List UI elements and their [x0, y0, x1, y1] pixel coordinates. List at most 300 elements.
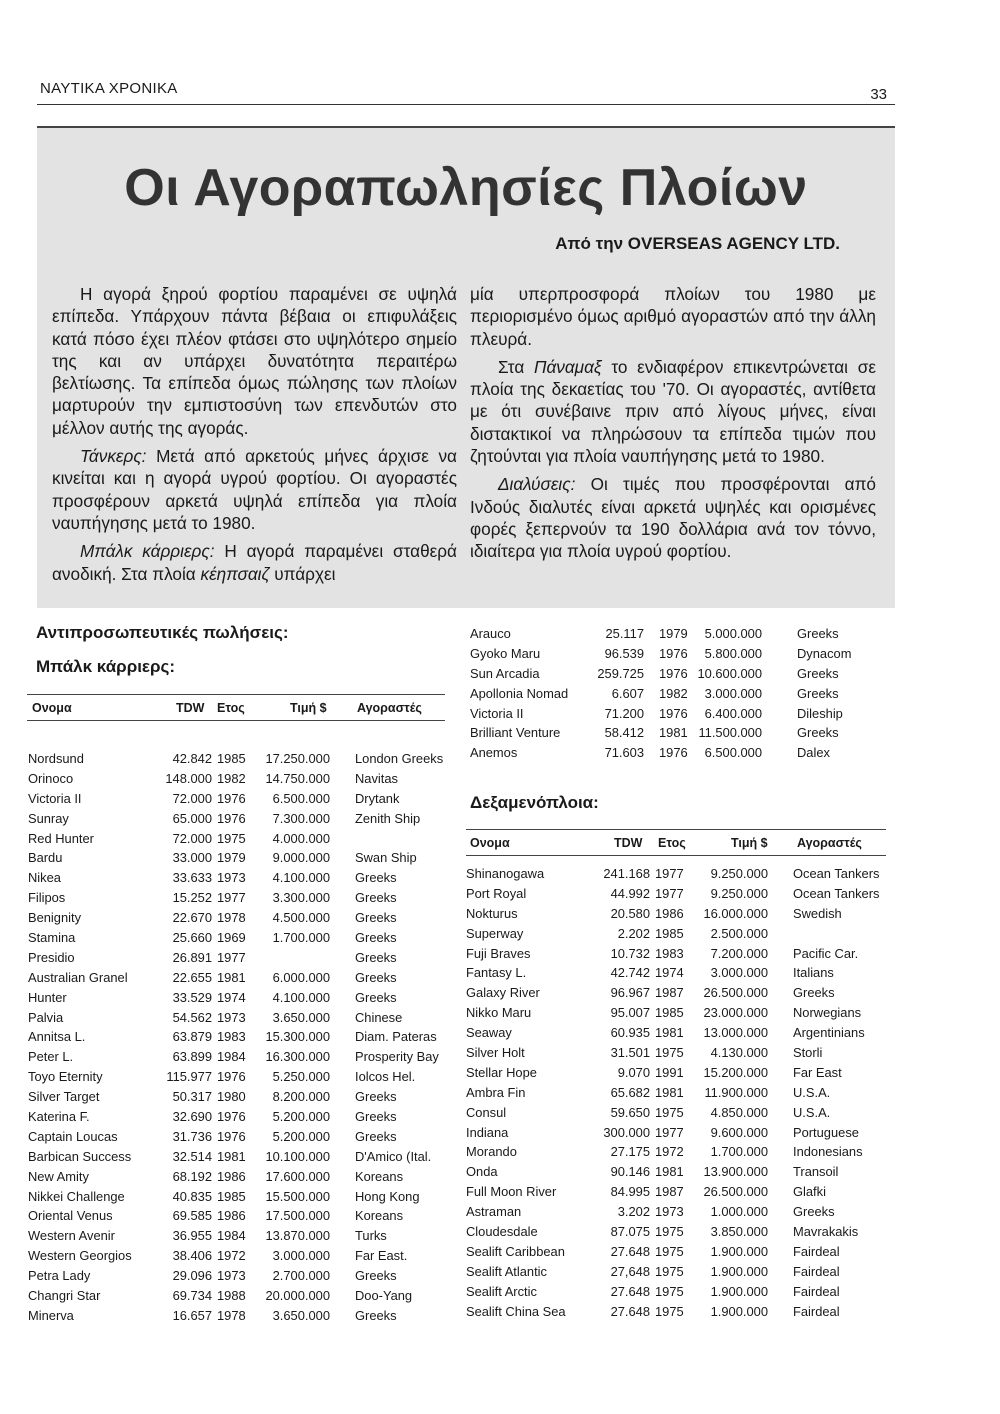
buyer: Navitas [355, 770, 398, 786]
tdw: 71.603 [604, 745, 644, 761]
price: 3.300.000 [272, 890, 330, 906]
tdw: 54.562 [172, 1009, 212, 1025]
year: 1974 [655, 965, 684, 981]
price: 13.900.000 [703, 1164, 768, 1180]
buyer: Fairdeal [793, 1263, 840, 1279]
ship-name: Port Royal [466, 885, 527, 901]
table-row [466, 1204, 896, 1224]
buyer: Indonesians [793, 1144, 863, 1160]
year: 1972 [655, 1144, 684, 1160]
year: 1972 [217, 1248, 246, 1264]
tdw: 96.539 [604, 645, 644, 661]
price: 5.200.000 [272, 1128, 330, 1144]
ship-name: Changri Star [28, 1288, 101, 1304]
price: 13.870.000 [265, 1228, 330, 1244]
price: 1.900.000 [710, 1303, 768, 1319]
year: 1978 [217, 910, 246, 926]
price: 17.500.000 [265, 1208, 330, 1224]
table-row [466, 886, 896, 906]
ship-name: New Amity [28, 1168, 89, 1184]
ship-name: Filipos [28, 890, 66, 906]
price: 17.250.000 [265, 751, 330, 766]
table-row [466, 965, 896, 985]
buyer: Ocean Tankers [793, 885, 880, 901]
ship-name: Nordsund [28, 751, 84, 766]
tanker-col-name: Ονομα [470, 836, 510, 850]
table-row [466, 1085, 896, 1105]
year: 1975 [655, 1104, 684, 1120]
buyer: Far East. [355, 1248, 408, 1264]
demolition-text: Οι τιμές που προσφέρονται από Ινδούς διαλυτές είναι αρκετά υψηλές και ορισμένες φορές ξεπερνούν τα 190 δολλάρια ανά τον τόννο, ιδιαίτερα για πλοία υγρού φορτίου. [470, 474, 876, 562]
ship-name: Toyo Eternity [28, 1069, 103, 1085]
year: 1979 [217, 850, 246, 866]
table-row [466, 985, 896, 1005]
year: 1976 [659, 665, 688, 681]
buyer: Diam. Pateras [355, 1029, 437, 1045]
table-row [466, 1164, 896, 1184]
tankers-lead: Τάνκερς: [80, 446, 147, 467]
tdw: 44.992 [610, 885, 650, 901]
year: 1981 [655, 1164, 684, 1180]
table-row [28, 1010, 458, 1030]
ship-name: Silver Target [28, 1089, 100, 1105]
price: 14.750.000 [265, 770, 330, 786]
buyer: Turks [355, 1228, 387, 1244]
price: 9.250.000 [710, 866, 768, 881]
year: 1976 [659, 705, 688, 721]
price: 8.200.000 [272, 1089, 330, 1105]
buyer: Greeks [355, 949, 397, 965]
year: 1985 [655, 925, 684, 941]
ship-name: Morando [466, 1144, 517, 1160]
year: 1979 [659, 626, 688, 641]
buyer: Dileship [797, 705, 843, 721]
ship-name: Fuji Braves [466, 945, 531, 961]
table-row [466, 946, 896, 966]
tdw: 15.252 [172, 890, 212, 906]
tdw: 29.096 [172, 1268, 212, 1284]
table-row [466, 1184, 896, 1204]
price: 2.700.000 [272, 1268, 330, 1284]
table-row [28, 930, 458, 950]
tdw: 3.202 [617, 1204, 650, 1220]
table-row [466, 1304, 896, 1324]
ship-name: Western Avenir [28, 1228, 115, 1244]
tdw: 50.317 [172, 1089, 212, 1105]
price: 1.700.000 [272, 930, 330, 946]
ship-name: Full Moon River [466, 1184, 557, 1200]
price: 11.500.000 [698, 725, 762, 741]
year: 1977 [655, 1124, 684, 1140]
year: 1976 [217, 1128, 246, 1144]
year: 1975 [217, 830, 246, 846]
year: 1976 [217, 1069, 246, 1085]
buyer: Greeks [797, 626, 839, 641]
bulk-table-top-rule [27, 694, 445, 695]
year: 1983 [217, 1029, 246, 1045]
magazine-name: ΝΑΥΤΙΚΑ ΧΡΟΝΙΚΑ [40, 80, 178, 97]
tanker-table [466, 866, 896, 1323]
ship-name: Oriental Venus [28, 1208, 113, 1224]
bulk-table-continued [470, 626, 890, 765]
buyer: Argentinians [793, 1025, 865, 1041]
year: 1975 [655, 1263, 684, 1279]
buyer: Zenith Ship [355, 810, 421, 826]
ship-name: Nikkei Challenge [28, 1188, 125, 1204]
capesize-term: κέηπσαιζ [200, 563, 270, 584]
year: 1981 [659, 725, 688, 741]
ship-name: Onda [466, 1164, 498, 1180]
ship-name: Annitsa L. [28, 1029, 86, 1045]
article-column-right [470, 283, 876, 569]
price: 6.500.000 [272, 790, 330, 806]
buyer: Norwegians [793, 1005, 862, 1021]
price: 7.200.000 [710, 945, 768, 961]
price: 4.100.000 [272, 870, 330, 886]
ship-name: Minerva [28, 1307, 74, 1323]
year: 1974 [217, 989, 246, 1005]
tanker-col-buyers: Αγοραστές [797, 836, 862, 850]
table-row [28, 1029, 458, 1049]
header-rule [37, 104, 895, 105]
tdw: 59.650 [610, 1104, 650, 1120]
tdw: 27.648 [610, 1303, 650, 1319]
tankers-heading: Δεξαμενόπλοια: [470, 793, 599, 812]
price: 15.200.000 [703, 1064, 768, 1080]
table-row [466, 1065, 896, 1085]
buyer: Greeks [793, 1204, 835, 1220]
tdw: 22.670 [172, 910, 212, 926]
year: 1973 [217, 1009, 246, 1025]
table-row [28, 1089, 458, 1109]
tdw: 27.648 [610, 1283, 650, 1299]
price: 3.000.000 [710, 965, 768, 981]
ship-name: Bardu [28, 850, 63, 866]
paragraph-bulk [52, 540, 457, 585]
buyer: Ocean Tankers [793, 866, 880, 881]
tdw: 63.899 [172, 1049, 212, 1065]
ship-name: Peter L. [28, 1049, 74, 1065]
ship-name: Astraman [466, 1204, 522, 1220]
tdw: 241.168 [603, 866, 650, 881]
tdw: 58.412 [604, 725, 644, 741]
table-row [28, 890, 458, 910]
table-row [470, 666, 890, 686]
price: 5.200.000 [272, 1109, 330, 1125]
table-row [28, 1189, 458, 1209]
table-row [466, 866, 896, 886]
table-row [28, 950, 458, 970]
table-row [28, 1069, 458, 1089]
bulk-carriers-heading: Μπάλκ κάρριερς: [36, 657, 176, 676]
price: 4.100.000 [272, 989, 330, 1005]
tdw: 96.967 [610, 985, 650, 1001]
year: 1984 [217, 1228, 246, 1244]
tdw: 25.117 [605, 626, 644, 641]
ship-name: Cloudesdale [466, 1224, 538, 1240]
year: 1984 [217, 1049, 246, 1065]
year: 1985 [655, 1005, 684, 1021]
ship-name: Sealift China Sea [466, 1303, 566, 1319]
year: 1978 [217, 1307, 246, 1323]
tdw: 69.734 [172, 1288, 212, 1304]
bulk-col-price: Τιμή $ [290, 701, 327, 715]
buyer: Greeks [355, 989, 397, 1005]
price: 3.000.000 [272, 1248, 330, 1264]
ship-name: Sealift Atlantic [466, 1263, 547, 1279]
tdw: 40.835 [172, 1188, 212, 1204]
table-row [28, 1129, 458, 1149]
buyer: Glafki [793, 1184, 826, 1200]
table-row [466, 1144, 896, 1164]
tdw: 63.879 [172, 1029, 212, 1045]
tdw: 69.585 [172, 1208, 212, 1224]
year: 1977 [655, 885, 684, 901]
year: 1976 [659, 745, 688, 761]
ship-name: Consul [466, 1104, 507, 1120]
buyer: Greeks [355, 1089, 397, 1105]
table-row [466, 1125, 896, 1145]
ship-name: Sealift Caribbean [466, 1243, 565, 1259]
tdw: 90.146 [610, 1164, 650, 1180]
buyer: Dalex [797, 745, 830, 761]
ship-name: Galaxy River [466, 985, 540, 1001]
table-row [28, 751, 458, 771]
ship-name: Nokturus [466, 905, 518, 921]
ship-name: Western Georgios [28, 1248, 132, 1264]
tdw: 9.070 [617, 1064, 650, 1080]
price: 26.500.000 [703, 985, 768, 1001]
table-row [28, 1228, 458, 1248]
table-row [28, 1049, 458, 1069]
panamax-text-b: το ενδιαφέρον επικεντρώνεται σε πλοία της δεκαετίας του '70. Οι αγοραστές, αντίθετα με ότι συνέβαινε πριν από λίγους μήνες, είναι διστακτικοί να πληρώσουν τα επίπεδα τιμών που ζητούνται για πλοία ναυπήγησης μετά το 1980. [470, 356, 876, 467]
year: 1975 [655, 1045, 684, 1061]
table-row [28, 1288, 458, 1308]
price: 1.700.000 [710, 1144, 768, 1160]
buyer: Portuguese [793, 1124, 859, 1140]
year: 1976 [217, 1109, 246, 1125]
price: 10.600.000 [697, 665, 762, 681]
buyer: Greeks [355, 969, 397, 985]
paragraph-dry-cargo: Η αγορά ξηρού φορτίου παραμένει σε υψηλά επίπεδα. Υπάρχουν πάντα βέβαια οι επιφυλάξεις κατά πόσο έχει πλέον φτάσει στο υψηλότερο σημείο της και αν υπάρχει δυνατότητα περαιτέρω βελτίωσης. Τα επίπεδα όμως πώλησης των πλοίων μαρτυρούν την εμπιστοσύνη των επενδυτών στο μέλλον αυτής της αγοράς. [52, 284, 457, 438]
tdw: 22.655 [172, 969, 212, 985]
bulk-col-buyers: Αγοραστές [357, 701, 422, 715]
buyer: Hong Kong [355, 1188, 420, 1204]
table-row [466, 1045, 896, 1065]
buyer: Greeks [797, 665, 839, 681]
buyer: Greeks [797, 725, 839, 741]
buyer: Greeks [355, 1307, 397, 1323]
table-row [28, 791, 458, 811]
tdw: 42.842 [172, 751, 212, 766]
tdw: 115.977 [166, 1069, 212, 1085]
buyer: Greeks [797, 685, 839, 701]
ship-name: Stamina [28, 930, 76, 946]
tdw: 25.660 [172, 930, 212, 946]
year: 1982 [217, 770, 246, 786]
tdw: 32.690 [172, 1109, 212, 1125]
price: 16.000.000 [703, 905, 768, 921]
ship-name: Sunray [28, 810, 69, 826]
tdw: 71.200 [604, 705, 644, 721]
table-row [470, 706, 890, 726]
price: 5.250.000 [272, 1069, 330, 1085]
table-row [28, 1149, 458, 1169]
year: 1976 [217, 790, 246, 806]
table-row [466, 1264, 896, 1284]
buyer: Greeks [355, 930, 397, 946]
ship-name: Palvia [28, 1009, 64, 1025]
ship-name: Hunter [28, 989, 67, 1005]
tdw: 27.648 [610, 1243, 650, 1259]
tdw: 27,648 [610, 1263, 650, 1279]
ship-name: Australian Granel [28, 969, 128, 985]
year: 1973 [217, 1268, 246, 1284]
year: 1981 [655, 1084, 684, 1100]
tdw: 36.955 [172, 1228, 212, 1244]
price: 17.600.000 [265, 1168, 330, 1184]
tdw: 60.935 [610, 1025, 650, 1041]
table-row [28, 1169, 458, 1189]
price: 1.000.000 [710, 1204, 768, 1220]
demolition-lead: Διαλύσεις: [498, 474, 576, 495]
price: 9.000.000 [272, 850, 330, 866]
ship-name: Brilliant Venture [470, 725, 561, 741]
table-row [28, 850, 458, 870]
table-row [28, 811, 458, 831]
ship-name: Sealift Arctic [466, 1283, 537, 1299]
buyer: D'Amico (Ital. [355, 1148, 432, 1164]
tdw: 42.742 [610, 965, 650, 981]
tdw: 32.514 [172, 1148, 212, 1164]
table-row [466, 906, 896, 926]
tdw: 95.007 [610, 1005, 650, 1021]
price: 6.500.000 [704, 745, 762, 761]
buyer: U.S.A. [793, 1104, 831, 1120]
table-row [28, 1248, 458, 1268]
tdw: 20.580 [610, 905, 650, 921]
paragraph-tankers [52, 445, 457, 534]
price: 11.900.000 [704, 1084, 768, 1100]
ship-name: Shinanogawa [466, 866, 545, 881]
table-row [470, 626, 890, 646]
year: 1976 [217, 810, 246, 826]
paragraph-panamax [470, 356, 876, 467]
tdw: 2.202 [617, 925, 650, 941]
table-row [470, 646, 890, 666]
table-row [28, 1109, 458, 1129]
buyer: Storli [793, 1045, 823, 1061]
ship-name: Benignity [28, 910, 82, 926]
tanker-col-tdw: TDW [614, 836, 643, 850]
price: 15.300.000 [265, 1029, 330, 1045]
bulk-col-tdw: TDW [176, 701, 205, 715]
page-number: 33 [870, 86, 887, 103]
ship-name: Nikea [28, 870, 61, 886]
price: 3.650.000 [272, 1009, 330, 1025]
ship-name: Superway [466, 925, 524, 941]
article-title: Οι Αγοραπωλησίες Πλοίων [124, 159, 808, 217]
year: 1985 [217, 751, 246, 766]
tdw: 300.000 [603, 1124, 650, 1140]
price: 4.000.000 [272, 830, 330, 846]
table-row [28, 1208, 458, 1228]
price: 4.850.000 [710, 1104, 768, 1120]
buyer: London Greeks [355, 751, 444, 766]
price: 5.800.000 [704, 645, 762, 661]
buyer: Chinese [355, 1009, 403, 1025]
price: 9.250.000 [710, 885, 768, 901]
ship-name: Seaway [466, 1025, 512, 1041]
bulk-table [28, 751, 458, 1328]
ship-name: Petra Lady [28, 1268, 91, 1284]
year: 1975 [655, 1224, 684, 1240]
article-column-left [52, 283, 457, 591]
price: 23.000.000 [703, 1005, 768, 1021]
tdw: 33.529 [172, 989, 212, 1005]
tdw: 148.000 [165, 770, 212, 786]
ship-name: Silver Holt [466, 1045, 525, 1061]
price: 1.900.000 [710, 1283, 768, 1299]
price: 5.000.000 [704, 626, 762, 641]
buyer: Greeks [355, 1268, 397, 1284]
table-row [466, 1244, 896, 1264]
year: 1983 [655, 945, 684, 961]
year: 1975 [655, 1303, 684, 1319]
tdw: 27.175 [610, 1144, 650, 1160]
table-row [470, 686, 890, 706]
buyer: Greeks [793, 985, 835, 1001]
buyer: Far East [793, 1064, 842, 1080]
article-box [37, 126, 895, 608]
tdw: 16.657 [172, 1307, 212, 1323]
ship-name: Anemos [470, 745, 518, 761]
ship-name: Nikko Maru [466, 1005, 532, 1021]
tdw: 38.406 [172, 1248, 212, 1264]
table-row [466, 1005, 896, 1025]
tdw: 33.633 [172, 870, 212, 886]
ship-name: Gyoko Maru [470, 645, 541, 661]
year: 1977 [655, 866, 684, 881]
table-row [470, 745, 890, 765]
year: 1981 [655, 1025, 684, 1041]
buyer: Pacific Car. [793, 945, 859, 961]
year: 1987 [655, 985, 684, 1001]
year: 1982 [659, 685, 688, 701]
ship-name: Red Hunter [28, 830, 94, 846]
buyer: Italians [793, 965, 834, 981]
price: 26.500.000 [703, 1184, 768, 1200]
tdw: 26.891 [172, 949, 212, 965]
ship-name: Barbican Success [28, 1148, 132, 1164]
year: 1986 [217, 1168, 246, 1184]
buyer: Iolcos Hel. [355, 1069, 416, 1085]
table-row [28, 970, 458, 990]
tanker-table-header-rule [466, 855, 886, 856]
tdw: 72.000 [172, 830, 212, 846]
buyer: Drytank [355, 790, 400, 806]
year: 1987 [655, 1184, 684, 1200]
buyer: Fairdeal [793, 1303, 840, 1319]
tanker-col-year: Ετος [658, 836, 686, 850]
ship-name: Captain Loucas [28, 1128, 118, 1144]
buyer: Greeks [355, 910, 397, 926]
article-byline: Από την OVERSEAS AGENCY LTD. [555, 234, 840, 253]
table-row [28, 870, 458, 890]
buyer: Koreans [355, 1208, 404, 1224]
table-row [28, 990, 458, 1010]
buyer: Transoil [793, 1164, 839, 1180]
